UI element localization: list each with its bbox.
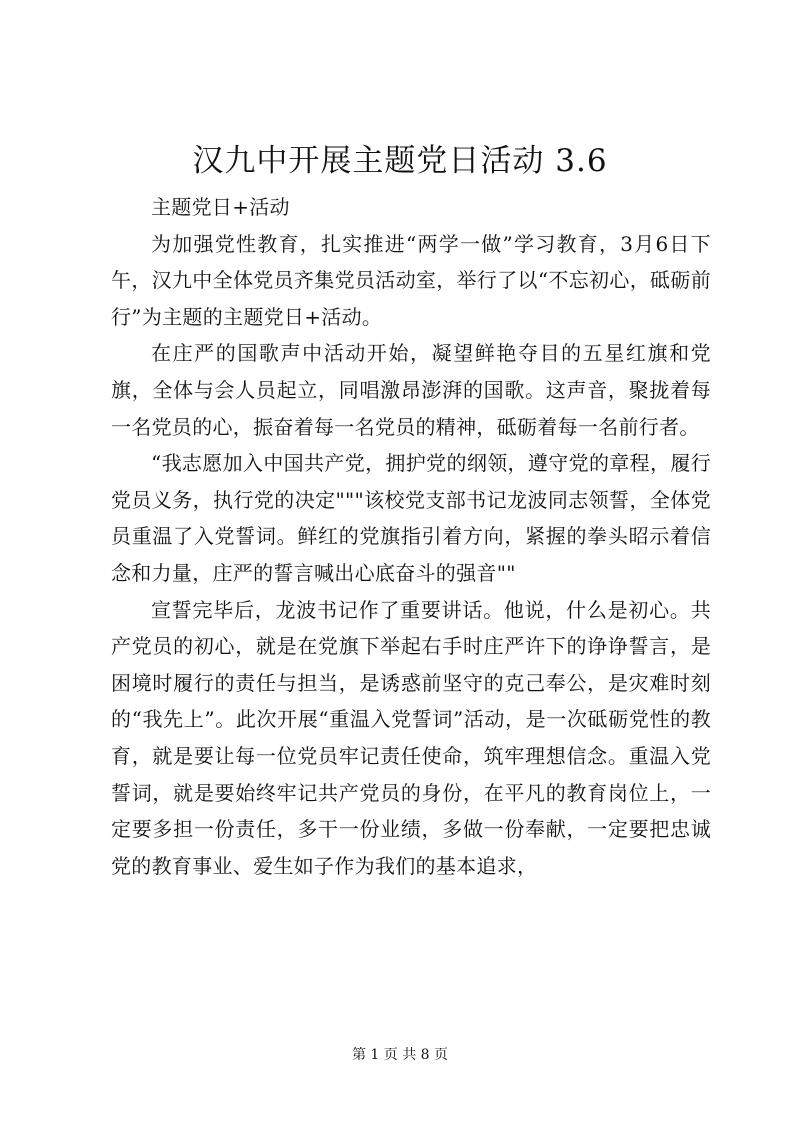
page-footer: 第 1 页 共 8 页 [351,1047,449,1063]
document-body [111,189,711,884]
paragraph-subtitle: 主题党日+活动 [151,195,290,219]
paragraph: 在庄严的国歌声中活动开始，凝望鲜艳夺目的五星红旗和党旗，全体与会人员起立，同唱激昂澎湃的国歌。这声音，聚拢着每一名党员的心，振奋着每一名党员的精神，砥砺着每一名前行者。 [111,341,711,439]
paragraph: “我志愿加入中国共产党，拥护党的纲领，遵守党的章程，履行党员义务，执行党的决定"""该校党支部书记龙波同志领誓，全体党员重温了入党誓词。鲜红的党旗指引着方向，紧握的拳头昭示着信念和力量，庄严的誓言喊出心底奋斗的强音"" [111,451,711,585]
paragraph: 宣誓完毕后，龙波书记作了重要讲话。他说，什么是初心。共产党员的初心，就是在党旗下举起右手时庄严许下的诤诤誓言，是困境时履行的责任与担当，是诱惑前坚守的克己奉公，是灾难时刻的“我先上”。此次开展“重温入党誓词”活动，是一次砥砺党性的教育，就是要让每一位党员牢记责任使命，筑牢理想信念。重温入党誓词，就是要始终牢记共产党员的身份，在平凡的教育岗位上，一定要多担一份责任，多干一份业绩，多做一份奉献，一定要把忠诚党的教育事业、爱生如子作为我们的基本追求， [111,597,711,878]
paragraph: 为加强党性教育，扎实推进“两学一做”学习教育，3月6日下午，汉九中全体党员齐集党员活动室，举行了以“不忘初心，砥砺前行”为主题的主题党日+活动。 [111,231,711,329]
document-title: 汉九中开展主题党日活动 3.6 [192,143,608,179]
